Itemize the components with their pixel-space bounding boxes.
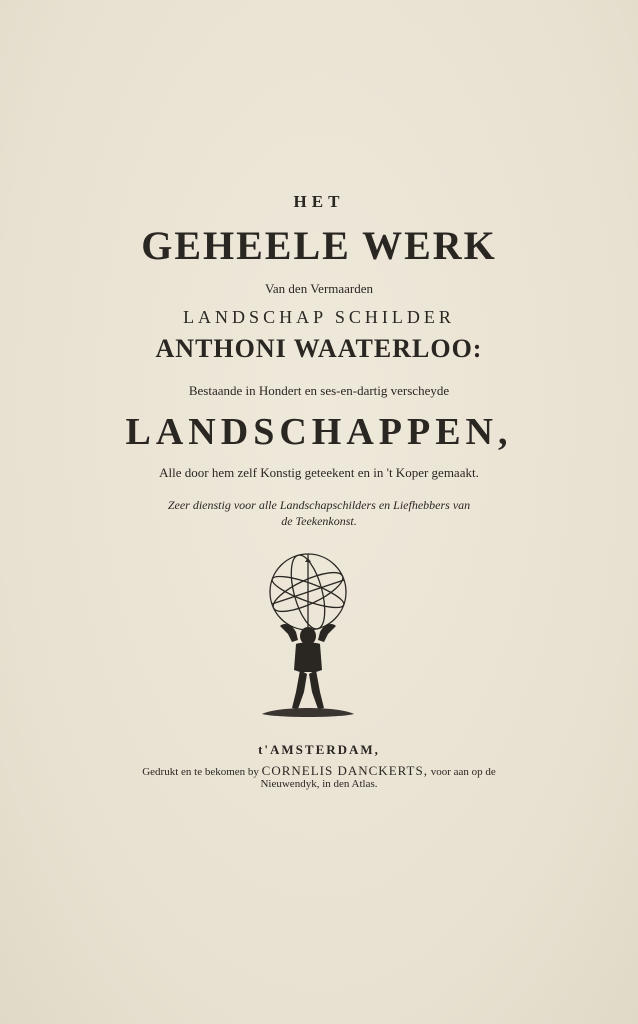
title-bestaande: Bestaande in Hondert en ses-en-dartig verscheyde	[188, 383, 450, 398]
title-zeer-dienstig-line1: Zeer dienstig voor alle Landschapschilders en Liefhebbers van	[167, 498, 471, 512]
title-artist-name: ANTHONI WAATERLOO:	[155, 334, 483, 363]
title-het: HET	[293, 192, 345, 211]
title-zeer-dienstig-line2: de Teekenkonst.	[281, 514, 357, 528]
imprint-city: t'AMSTERDAM,	[258, 742, 380, 757]
title-landschap-schilder: LANDSCHAP SCHILDER	[183, 307, 455, 327]
title-landschappen: LANDSCHAPPEN,	[125, 411, 513, 453]
imprint-printer-line	[0, 763, 638, 779]
title-alle-door-hem: Alle door hem zelf Konstig geteekent en in 't Koper gemaakt.	[159, 465, 479, 480]
imprint-printer-name: CORNELIS DANCKERTS,	[261, 763, 428, 778]
title-van-den-vermaarden: Van den Vermaarden	[264, 281, 374, 296]
title-geheele-werk: GEHEELE WERK	[141, 223, 497, 268]
atlas-armillary-sphere-icon	[258, 552, 358, 722]
imprint-printer-suffix: voor aan op de	[430, 766, 496, 778]
imprint-printer-prefix: Gedrukt en te bekomen by	[142, 766, 259, 778]
imprint-address: Nieuwendyk, in den Atlas.	[260, 778, 378, 790]
